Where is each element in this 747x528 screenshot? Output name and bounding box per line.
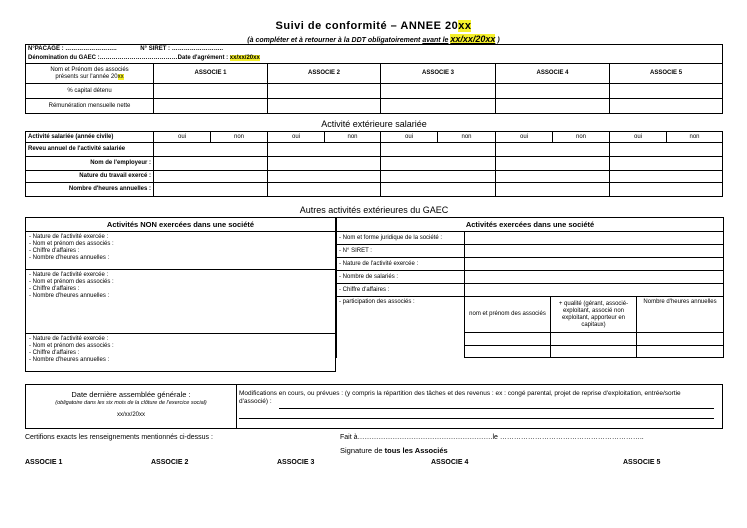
oui-checkbox[interactable]: oui [610,132,667,143]
associate-col-2: ASSOCIE 2 [268,64,381,84]
participation-cell[interactable] [551,346,637,358]
capital-cell[interactable] [154,84,268,99]
non-company-table [25,217,336,372]
nature-line: - Nature de l'activité exercée : [29,272,109,278]
salaried-cell[interactable] [154,183,268,197]
nature-line: - Nature de l'activité exercée : [29,234,109,240]
signature-associate-4[interactable]: ASSOCIE 4 [431,459,469,466]
company-employees-label: - Nombre de salariés : [337,271,465,284]
associate-col-1: ASSOCIE 1 [154,64,268,84]
company-name-cell[interactable] [465,232,724,245]
participation-cell[interactable] [551,333,637,346]
remuneration-label: Rémunération mensuelle nette [26,99,154,114]
salaried-section-heading: Activité extérieure salariée [321,119,427,129]
salaried-cell[interactable] [496,143,610,157]
place-date-field[interactable]: Fait à………………………………………………….le …………………………………………………….. [340,434,644,441]
oui-checkbox[interactable]: oui [496,132,553,143]
modifications-end: d'associé) : [239,398,272,405]
associate-col-5: ASSOCIE 5 [610,64,723,84]
capital-cell[interactable] [381,84,496,99]
company-siret-cell[interactable] [465,245,724,258]
hours-line: - Nombre d'heures annuelles : [29,255,110,261]
company-name-label: - Nom et forme juridique de la société : [337,232,465,245]
agrement-date: xx/xx/20xx [229,54,260,61]
remuneration-cell[interactable] [496,99,610,114]
page-title [0,20,747,32]
oui-checkbox[interactable]: oui [154,132,211,143]
associate-col-3: ASSOCIE 3 [381,64,496,84]
salaried-cell[interactable] [610,171,723,183]
capital-cell[interactable] [610,84,723,99]
non-checkbox[interactable]: non [553,132,610,143]
employer-label: Nom de l'employeur : [26,157,154,171]
remuneration-cell[interactable] [154,99,268,114]
pacage-row[interactable] [26,45,723,54]
other-section-heading: Autres activités extérieures du GAEC [299,205,449,215]
name-label-line2: présents sur l'année 20 [55,73,118,80]
salaried-cell[interactable] [268,143,381,157]
nature-line: - Nature de l'activité exercée : [29,336,109,342]
participation-label: - participation des associés : [337,297,465,358]
signature-associate-2[interactable]: ASSOCIE 2 [151,459,189,466]
salaried-cell[interactable] [268,157,381,171]
participation-header-quality: + qualité (gérant, associé-exploitant, associé non exploitant, apporteur en capitaux) [551,297,637,333]
company-turnover-cell[interactable] [465,284,724,297]
participation-header-hours: Nombre d'heures annuelles [637,297,724,333]
gaec-label: Dénomination du GAEC :…………………………………Date d'agrément : [28,54,229,61]
non-checkbox[interactable]: non [667,132,723,143]
associate-col-4: ASSOCIE 4 [496,64,610,84]
subtitle-underline: avant le [422,37,449,44]
signature-label [340,446,448,455]
participation-cell[interactable] [465,346,551,358]
non-company-header: Activités NON exercées dans une société [26,218,336,232]
associates-name-label [26,64,154,84]
gaec-row[interactable] [26,54,723,64]
salaried-activity-label: Activité salariée (année civile) [26,132,154,143]
modifications-line [239,417,714,419]
remuneration-cell[interactable] [381,99,496,114]
salaried-cell[interactable] [154,171,268,183]
modifications-cell[interactable] [237,385,723,429]
signature-bold: tous les Associés [384,446,448,455]
salaried-cell[interactable] [381,157,496,171]
participation-cell[interactable] [637,346,724,358]
signature-associate-1[interactable]: ASSOCIE 1 [25,459,63,466]
turnover-line: - Chiffre d'affaires : [29,248,80,254]
assembly-label: Date dernière assemblée générale : [71,390,191,399]
certify-text: Certifions exacts les renseignements mentionnés ci-dessus : [25,434,213,441]
title-year-highlight: xx [458,20,472,32]
company-siret-label: - N° SIRET : [337,245,465,258]
modifications-line [279,407,714,409]
turnover-line: - Chiffre d'affaires : [29,350,80,356]
signature-row [0,459,747,471]
non-company-block-2[interactable] [26,270,336,334]
salaried-cell[interactable] [496,157,610,171]
salaried-cell[interactable] [610,143,723,157]
company-employees-cell[interactable] [465,271,724,284]
remuneration-cell[interactable] [268,99,381,114]
participation-header-name: nom et prénom des associés [465,297,551,333]
salaried-cell[interactable] [610,183,723,197]
subtitle-deadline: xx/xx/20xx [450,34,496,44]
name-label-year: xx [117,73,124,80]
hours-line: - Nombre d'heures annuelles : [29,357,110,363]
salaried-cell[interactable] [496,183,610,197]
signature-associate-5[interactable]: ASSOCIE 5 [623,459,661,466]
associates-line: - Nom et prénom des associés : [29,279,114,285]
capital-cell[interactable] [496,84,610,99]
company-header: Activités exercées dans une société [337,218,724,232]
salaried-cell[interactable] [154,143,268,157]
siret-label: N° SIRET : …………………….. [140,45,224,52]
subtitle-end: ) [495,37,500,44]
company-nature-label: - Nature de l'activité exercée : [337,258,465,271]
non-checkbox[interactable]: non [438,132,496,143]
salaried-cell[interactable] [268,171,381,183]
non-checkbox[interactable]: non [211,132,268,143]
salaried-cell[interactable] [154,157,268,171]
page-subtitle [0,34,747,44]
turnover-line: - Chiffre d'affaires : [29,286,80,292]
salary-income-label: Reveu annuel de l'activité salariée [26,143,154,157]
work-nature-label: Nature du travail exercé : [26,171,154,183]
participation-cell[interactable] [465,333,551,346]
company-table [336,217,724,358]
non-company-block-1[interactable] [26,232,336,270]
hours-line: - Nombre d'heures annuelles : [29,293,110,299]
name-label-line1: Nom et Prénom des associés [50,66,129,73]
salaried-table [25,131,723,197]
pacage-label: N°PACAGE : …………………….. [28,45,117,52]
capital-label: % capital détenu [26,84,154,99]
assembly-note: (obligatoire dans les six mois de la clôture de l'exercice social) [55,400,207,406]
oui-checkbox[interactable]: oui [268,132,325,143]
capital-cell[interactable] [268,84,381,99]
signature-pre: Signature de [340,446,385,455]
modifications-text: Modifications en cours, ou prévues : (y compris la répartition des tâches et des revenus : ex : congé parental, projet de reprise d'exploitation, entrée/sortie [239,390,681,397]
participation-cell[interactable] [637,333,724,346]
company-nature-cell[interactable] [465,258,724,271]
identity-associates-table [25,44,723,114]
salaried-cell[interactable] [381,183,496,197]
company-turnover-label: - Chiffre d'affaires : [337,284,465,297]
assembly-date: xx/xx/20xx [116,412,145,418]
signature-associate-3[interactable]: ASSOCIE 3 [277,459,315,466]
assembly-cell[interactable] [26,385,237,429]
title-text: Suivi de conformité – ANNEE 20 [275,20,459,32]
salaried-cell[interactable] [610,157,723,171]
non-company-block-3[interactable] [26,334,336,372]
salaried-cell[interactable] [496,171,610,183]
assembly-table [25,384,723,429]
remuneration-cell[interactable] [610,99,723,114]
oui-checkbox[interactable]: oui [381,132,438,143]
salaried-cell[interactable] [381,171,496,183]
hours-label: Nombre d'heures annuelles : [26,183,154,197]
subtitle-text: (à compléter et à retourner à la DDT obligatoirement [247,37,423,44]
non-checkbox[interactable]: non [325,132,381,143]
salaried-cell[interactable] [268,183,381,197]
associates-line: - Nom et prénom des associés : [29,241,114,247]
associates-line: - Nom et prénom des associés : [29,343,114,349]
salaried-cell[interactable] [381,143,496,157]
